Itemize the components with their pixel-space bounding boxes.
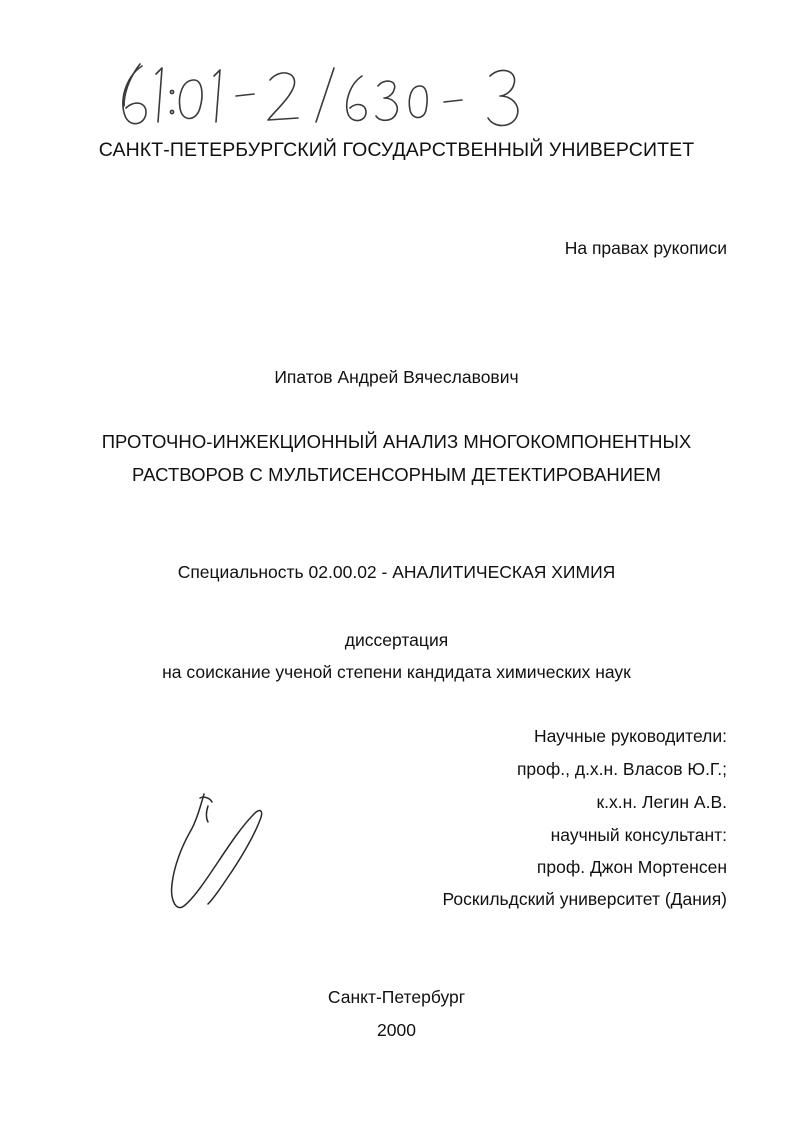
dissertation-label: диссертация [344,630,449,650]
thesis-title-line-2: РАСТВОРОВ С МУЛЬТИСЕНСОРНЫМ ДЕТЕКТИРОВАНИЕМ [132,464,661,485]
thesis-title-line-1: ПРОТОЧНО-ИНЖЕКЦИОННЫЙ АНАЛИЗ МНОГОКОМПОНЕНТНЫХ [101,431,692,452]
supervisor-2: к.х.н. Легин А.В. [596,792,727,812]
supervisors-heading: Научные руководители: [533,726,727,746]
handwritten-archive-code [112,56,542,134]
rights-notice: На правах рукописи [564,238,727,258]
city: Санкт-Петербург [327,987,466,1007]
supervisor-1: проф., д.х.н. Власов Ю.Г.; [516,759,727,779]
consultant-heading: научный консультант: [550,825,727,845]
university-name: САНКТ-ПЕТЕРБУРГСКИЙ ГОСУДАРСТВЕННЫЙ УНИВЕРСИТЕТ [98,139,695,161]
handwritten-signature [160,788,280,918]
year: 2000 [377,1020,416,1040]
consultant-name: проф. Джон Мортенсен [536,857,727,877]
author-name: Ипатов Андрей Вячеславович [274,367,519,387]
consultant-affiliation: Роскильдский университет (Дания) [442,889,727,909]
degree-statement: на соискание ученой степени кандидата химических наук [162,662,631,682]
specialty: Специальность 02.00.02 - АНАЛИТИЧЕСКАЯ ХИМИЯ [177,562,616,582]
